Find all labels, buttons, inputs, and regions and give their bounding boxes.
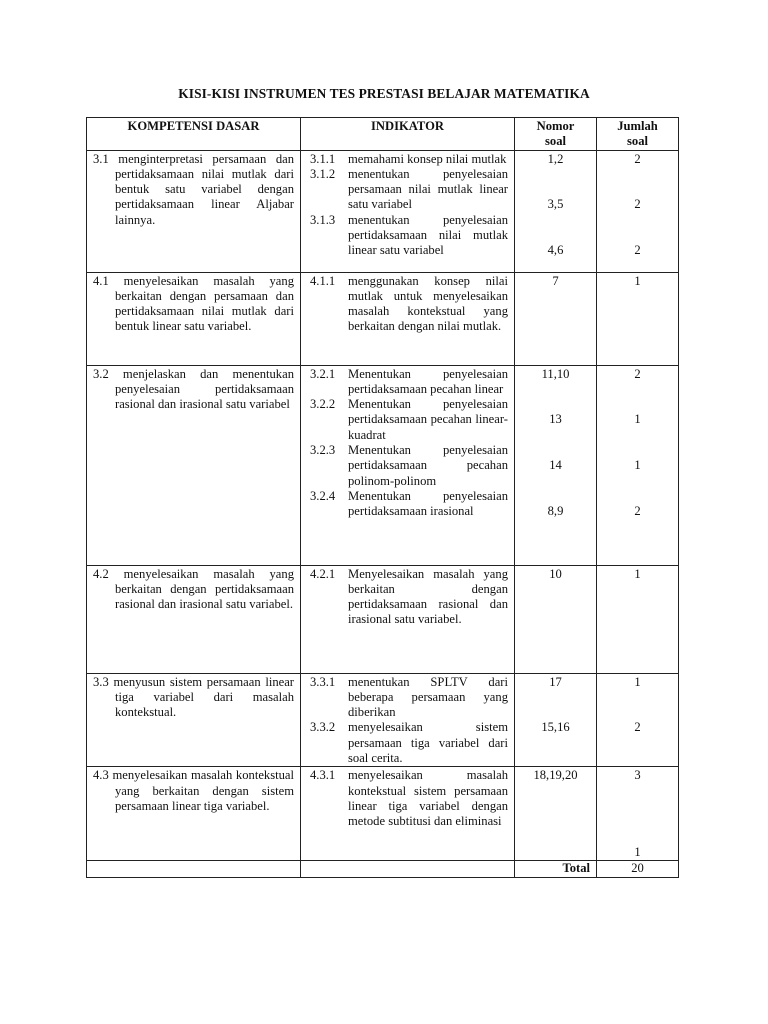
indikator-cell: 4.1.1 menggunakan konsep nilai mutlak untuk menyelesaikan masalah kontekstual yang berkaitan dengan nilai mutlak. bbox=[301, 272, 515, 365]
table-row bbox=[87, 150, 679, 272]
table-row bbox=[87, 272, 679, 365]
indikator-cell: 3.1.1 memahami konsep nilai mutlak 3.1.2 menentukan penyelesaian persamaan nilai mutlak linear satu variabel 3.1.3 menentukan penyelesaian pertidaksamaan nilai mutlak linear satu variabel bbox=[301, 150, 515, 272]
total-row bbox=[87, 861, 679, 877]
jumlah-soal-cell: 3 1 bbox=[597, 767, 679, 861]
kompetensi-cell: 3.3 menyusun sistem persamaan linear tiga variabel dari masalah kontekstual. bbox=[87, 673, 301, 767]
header-indikator: INDIKATOR bbox=[301, 118, 515, 151]
kompetensi-cell: 4.1 menyelesaikan masalah yang berkaitan dengan persamaan dan pertidaksamaan nilai mutlak dari bentuk linear satu variabel. bbox=[87, 272, 301, 365]
kisi-kisi-table bbox=[86, 117, 679, 878]
nomor-soal-cell: 11,10 13 14 8,9 bbox=[515, 365, 597, 565]
header-row bbox=[87, 118, 679, 151]
nomor-soal-cell: 1,2 3,5 4,6 bbox=[515, 150, 597, 272]
header-nomor-soal: Nomor soal bbox=[515, 118, 597, 151]
table-row bbox=[87, 767, 679, 861]
empty-cell bbox=[301, 861, 515, 877]
indikator-cell: 3.2.1 Menentukan penyelesaian pertidaksamaan pecahan linear 3.2.2 Menentukan penyelesaian pertidaksamaan pecahan linear-kuadrat 3.2.3 Menentukan penyelesaian pertidaksamaan pecahan polinom-polinom 3.2.4 Menentukan penyelesaian pertidaksamaan irasional bbox=[301, 365, 515, 565]
nomor-soal-cell: 10 bbox=[515, 565, 597, 673]
nomor-soal-cell: 17 15,16 bbox=[515, 673, 597, 767]
jumlah-soal-cell: 2 1 1 2 bbox=[597, 365, 679, 565]
jumlah-soal-cell: 1 2 bbox=[597, 673, 679, 767]
indikator-cell: 4.2.1 Menyelesaikan masalah yang berkaitan dengan pertidaksamaan rasional dan irasional satu variabel. bbox=[301, 565, 515, 673]
kompetensi-cell: 4.3 menyelesaikan masalah kontekstual yang berkaitan dengan sistem persamaan linear tiga variabel. bbox=[87, 767, 301, 861]
table-row bbox=[87, 565, 679, 673]
kompetensi-cell: 4.2 menyelesaikan masalah yang berkaitan dengan pertidaksamaan rasional dan irasional satu variabel. bbox=[87, 565, 301, 673]
empty-cell bbox=[87, 861, 301, 877]
total-value: 20 bbox=[597, 861, 679, 877]
document-title: KISI-KISI INSTRUMEN TES PRESTASI BELAJAR MATEMATIKA bbox=[178, 86, 590, 101]
kompetensi-cell: 3.1 menginterpretasi persamaan dan pertidaksamaan nilai mutlak dari bentuk satu variabel dengan pertidaksamaan linear Aljabar lainnya. bbox=[87, 150, 301, 272]
jumlah-soal-cell: 1 bbox=[597, 272, 679, 365]
header-kompetensi-dasar: KOMPETENSI DASAR bbox=[87, 118, 301, 151]
indikator-cell: 4.3.1 menyelesaikan masalah kontekstual sistem persamaan linear tiga variabel dengan metode subtitusi dan eliminasi bbox=[301, 767, 515, 861]
jumlah-soal-cell: 2 2 2 bbox=[597, 150, 679, 272]
header-jumlah-soal: Jumlah soal bbox=[597, 118, 679, 151]
jumlah-soal-cell: 1 bbox=[597, 565, 679, 673]
total-label: Total bbox=[515, 861, 597, 877]
kompetensi-cell: 3.2 menjelaskan dan menentukan penyelesaian pertidaksamaan rasional dan irasional satu variabel bbox=[87, 365, 301, 565]
indikator-cell: 3.3.1 menentukan SPLTV dari beberapa persamaan yang diberikan 3.3.2 menyelesaikan sistem persamaan tiga variabel dari soal cerita. bbox=[301, 673, 515, 767]
nomor-soal-cell: 18,19,20 bbox=[515, 767, 597, 861]
table-row bbox=[87, 673, 679, 767]
table-row bbox=[87, 365, 679, 565]
nomor-soal-cell: 7 bbox=[515, 272, 597, 365]
